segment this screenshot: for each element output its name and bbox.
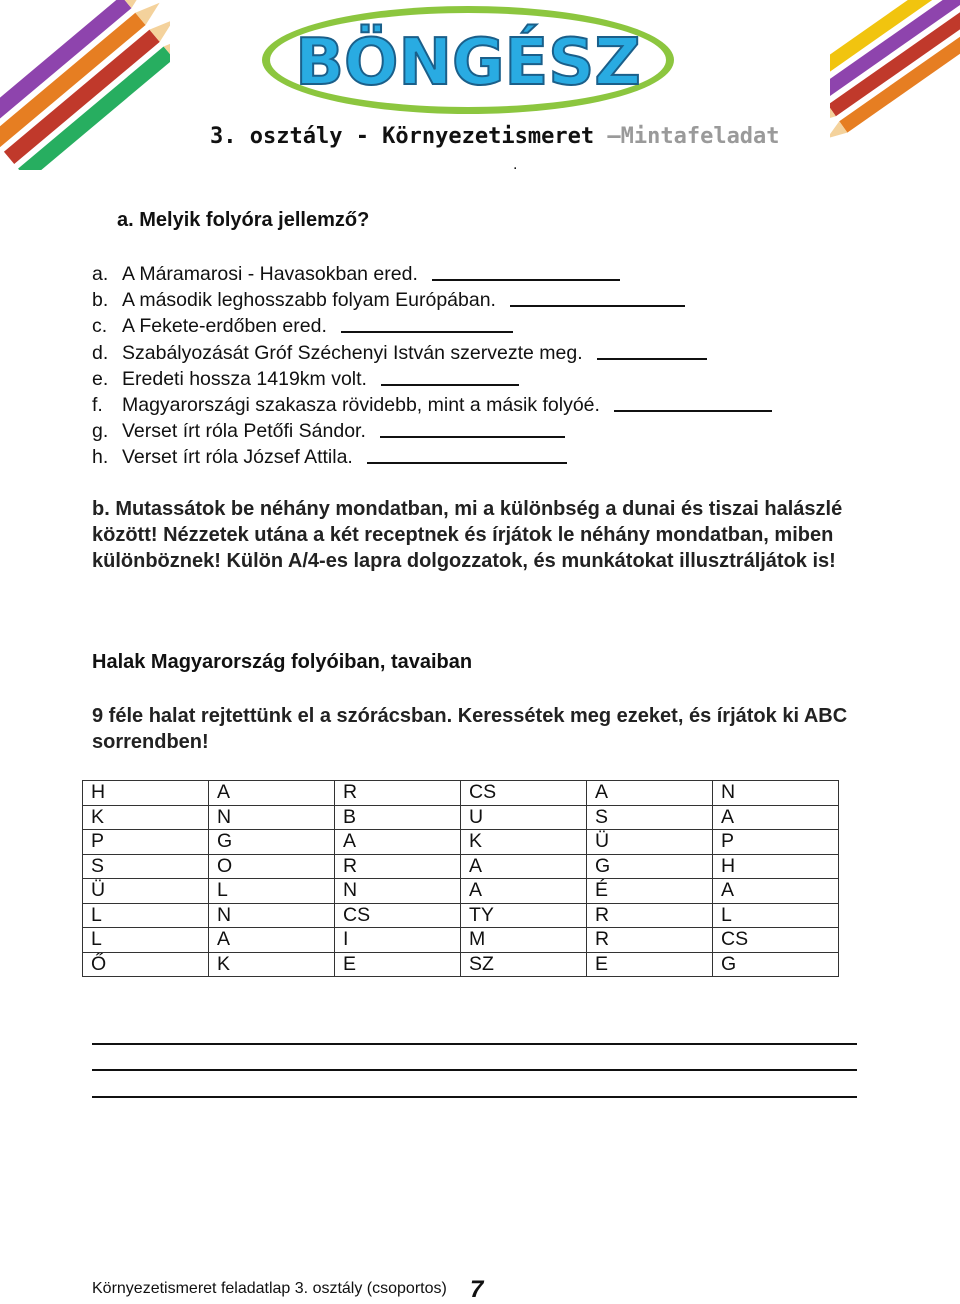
- list-item: [92, 366, 772, 392]
- fish-heading: Halak Magyarország folyóiban, tavaiban: [92, 651, 473, 673]
- grid-cell[interactable]: A: [587, 781, 713, 806]
- list-marker: h.: [92, 446, 109, 469]
- grid-cell[interactable]: B: [335, 805, 461, 830]
- grid-cell[interactable]: G: [587, 854, 713, 879]
- grid-cell[interactable]: R: [335, 781, 461, 806]
- list-item: [92, 392, 772, 418]
- list-marker: c.: [92, 315, 108, 338]
- grid-row: [83, 879, 839, 904]
- grid-cell[interactable]: S: [83, 854, 209, 879]
- grid-cell[interactable]: R: [587, 903, 713, 928]
- grid-cell[interactable]: CS: [461, 781, 587, 806]
- word-search-grid: [82, 780, 839, 977]
- answer-blank[interactable]: [614, 392, 772, 412]
- answer-blank[interactable]: [597, 340, 707, 360]
- grid-cell[interactable]: O: [209, 854, 335, 879]
- grid-cell[interactable]: G: [209, 830, 335, 855]
- grid-cell[interactable]: N: [209, 903, 335, 928]
- grid-row: [83, 781, 839, 806]
- grid-cell[interactable]: A: [209, 928, 335, 953]
- answer-blank[interactable]: [380, 418, 565, 438]
- list-item: [92, 340, 772, 366]
- list-marker: g.: [92, 420, 109, 443]
- answer-blank[interactable]: [367, 444, 567, 464]
- grid-row: [83, 830, 839, 855]
- answer-blank[interactable]: [510, 287, 685, 307]
- answer-blank[interactable]: [381, 366, 519, 386]
- list-text: Verset írt róla Petőfi Sándor.: [122, 420, 366, 443]
- bongesz-logo: [258, 2, 678, 117]
- list-text: A Fekete-erdőben ered.: [122, 315, 327, 338]
- title-main: 3. osztály - Környezetismeret: [210, 124, 608, 149]
- grid-cell[interactable]: L: [83, 928, 209, 953]
- grid-cell[interactable]: K: [209, 952, 335, 977]
- list-marker: f.: [92, 394, 103, 417]
- grid-cell[interactable]: A: [335, 830, 461, 855]
- grid-cell[interactable]: U: [461, 805, 587, 830]
- grid-cell[interactable]: N: [209, 805, 335, 830]
- answer-line[interactable]: [92, 1096, 857, 1098]
- grid-cell[interactable]: M: [461, 928, 587, 953]
- list-text: A Máramarosi - Havasokban ered.: [122, 263, 418, 285]
- list-marker: d.: [92, 341, 109, 364]
- river-questions-list: [92, 261, 772, 471]
- grid-cell[interactable]: H: [713, 854, 839, 879]
- list-item: [92, 313, 772, 339]
- title-dot: .: [513, 156, 518, 173]
- answer-blank[interactable]: [432, 261, 620, 281]
- list-item: [92, 287, 772, 313]
- grid-cell[interactable]: R: [587, 928, 713, 953]
- grid-cell[interactable]: A: [461, 879, 587, 904]
- grid-cell[interactable]: Ü: [587, 830, 713, 855]
- list-text: Magyarországi szakasza rövidebb, mint a másik folyóé.: [122, 394, 600, 417]
- grid-cell[interactable]: Ü: [83, 879, 209, 904]
- grid-cell[interactable]: CS: [335, 903, 461, 928]
- grid-cell[interactable]: É: [587, 879, 713, 904]
- list-text: Verset írt róla József Attila.: [122, 446, 353, 469]
- grid-cell[interactable]: K: [461, 830, 587, 855]
- grid-cell[interactable]: L: [83, 903, 209, 928]
- grid-row: [83, 928, 839, 953]
- grid-cell[interactable]: R: [335, 854, 461, 879]
- grid-row: [83, 903, 839, 928]
- list-item: [92, 418, 772, 444]
- list-marker: a.: [92, 263, 109, 285]
- grid-cell[interactable]: P: [713, 830, 839, 855]
- section-b-text: b. Mutassátok be néhány mondatban, mi a különbség a dunai és tiszai halászlé között! Nézzetek utána a két receptnek és írjátok le néhány mondatban, miben különböznek! Külön A/4-es lapra dolgozzatok, és munkátokat illusztráljátok is!: [92, 498, 843, 572]
- list-text: Szabályozását Gróf Széchenyi István szervezte meg.: [122, 341, 583, 364]
- list-text: A második leghosszabb folyam Európában.: [122, 289, 496, 312]
- logo-text: BÖNGÉSZ: [295, 26, 641, 100]
- pencils-left-decoration: [0, 0, 170, 170]
- list-text: Eredeti hossza 1419km volt.: [122, 367, 367, 390]
- grid-row: [83, 805, 839, 830]
- pencils-right-decoration: [830, 0, 960, 140]
- title-subtitle: –Mintafeladat: [607, 124, 780, 149]
- answer-line[interactable]: [92, 1043, 857, 1045]
- grid-cell[interactable]: K: [83, 805, 209, 830]
- grid-cell[interactable]: S: [587, 805, 713, 830]
- list-marker: e.: [92, 367, 109, 390]
- grid-cell[interactable]: E: [587, 952, 713, 977]
- grid-cell[interactable]: I: [335, 928, 461, 953]
- page-number: 7: [470, 1276, 484, 1303]
- grid-row: [83, 854, 839, 879]
- grid-cell[interactable]: E: [335, 952, 461, 977]
- footer-text: Környezetismeret feladatlap 3. osztály (csoportos): [92, 1280, 447, 1297]
- grid-cell[interactable]: A: [461, 854, 587, 879]
- grid-cell[interactable]: G: [713, 952, 839, 977]
- grid-cell[interactable]: SZ: [461, 952, 587, 977]
- answer-blank[interactable]: [341, 313, 513, 333]
- grid-cell[interactable]: L: [209, 879, 335, 904]
- list-item: [92, 444, 772, 470]
- fish-instruction: 9 féle halat rejtettünk el a szórácsban. Keressétek meg ezeket, és írjátok ki ABC sorrendben!: [92, 705, 848, 753]
- grid-cell[interactable]: A: [209, 781, 335, 806]
- page-title: [210, 124, 780, 149]
- grid-cell[interactable]: L: [713, 903, 839, 928]
- grid-cell[interactable]: N: [335, 879, 461, 904]
- section-a-heading: a. Melyik folyóra jellemző?: [117, 209, 370, 231]
- grid-cell[interactable]: TY: [461, 903, 587, 928]
- grid-cell[interactable]: A: [713, 879, 839, 904]
- list-marker: b.: [92, 289, 109, 312]
- grid-cell[interactable]: CS: [713, 928, 839, 953]
- grid-cell[interactable]: H: [83, 781, 209, 806]
- grid-cell[interactable]: A: [713, 805, 839, 830]
- answer-line[interactable]: [92, 1069, 857, 1071]
- list-item: [92, 261, 772, 287]
- grid-cell[interactable]: N: [713, 781, 839, 806]
- grid-cell[interactable]: Ő: [83, 952, 209, 977]
- grid-cell[interactable]: P: [83, 830, 209, 855]
- grid-row: [83, 952, 839, 977]
